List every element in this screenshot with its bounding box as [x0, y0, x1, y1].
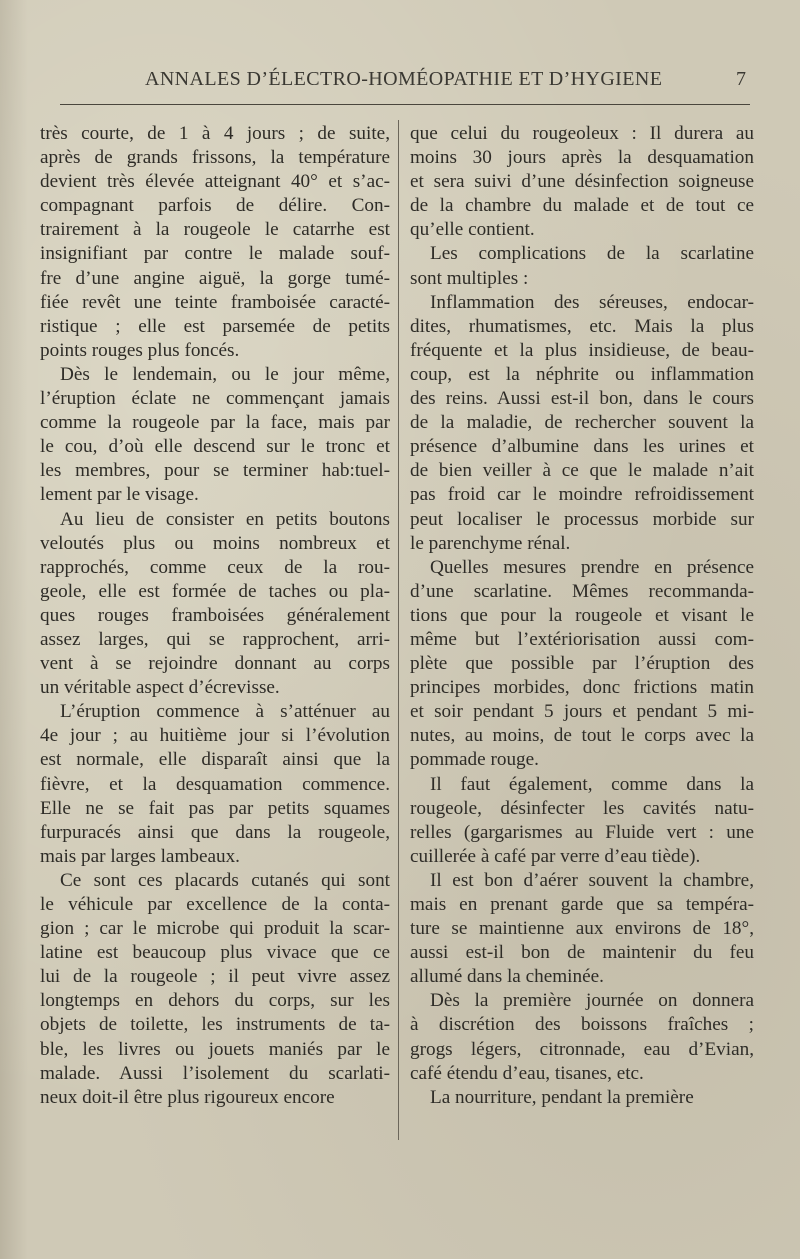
text-line: plète que possible par l’éruption des: [410, 653, 754, 675]
text-line: objets de toilette, les instruments de ta-: [40, 1014, 390, 1036]
text-line: le parenchyme rénal.: [410, 532, 571, 554]
text-line: présence d’albumine dans les urines et: [410, 436, 754, 458]
text-line: fièvre, et la desquamation commence.: [40, 773, 390, 795]
text-line: pas froid car le moindre refroidissement: [410, 484, 754, 506]
text-line: mais par larges lambeaux.: [40, 845, 240, 867]
text-line: principes morbides, donc frictions matin: [410, 677, 754, 699]
text-line: Dès la première journée on donnera: [430, 990, 754, 1012]
text-line: geole, elle est formée de taches ou pla-: [40, 580, 390, 602]
text-line: rougeole, désinfecter les cavités natu-: [410, 797, 754, 819]
text-line: Dès le lendemain, ou le jour même,: [60, 363, 390, 385]
text-line: de la maladie, de rechercher souvent la: [410, 412, 754, 434]
text-line: La nourriture, pendant la première: [430, 1086, 694, 1108]
text-line: gion ; car le microbe qui produit la scar-: [40, 918, 390, 940]
text-line: ble, les livres ou jouets maniés par le: [40, 1038, 390, 1060]
text-line: malade. Aussi l’isolement du scarlati-: [40, 1062, 390, 1084]
text-line: peut localiser le processus morbide sur: [410, 508, 754, 530]
text-line: fréquente et la plus insidieuse, de beau-: [410, 339, 754, 361]
text-line: assez larges, qui se rapprochent, arri-: [40, 628, 390, 650]
text-line: comme la rougeole par la face, mais par: [40, 412, 390, 434]
text-line: longtemps en dehors du corps, sur les: [40, 990, 390, 1012]
text-line: même but l’extériorisation aussi com-: [410, 628, 754, 650]
column-divider: [398, 120, 399, 1140]
text-line: les membres, pour se terminer hab:tuel-: [40, 460, 390, 482]
text-line: relles (gargarismes au Fluide vert : une: [410, 821, 754, 843]
text-line: et soir pendant 5 jours et pendant 5 mi-: [410, 701, 754, 723]
text-line: ques rouges framboisées généralement: [40, 604, 390, 626]
text-line: de la chambre du malade et de tout ce: [410, 195, 754, 217]
text-line: rapprochés, comme ceux de la rou-: [40, 556, 390, 578]
text-line: compagnant parfois de délire. Con-: [40, 195, 390, 217]
text-line: sont multiples :: [410, 267, 529, 289]
text-line: Il faut également, comme dans la: [430, 773, 754, 795]
text-line: cuillerée à café par verre d’eau tiède).: [410, 845, 701, 867]
text-line: des reins. Aussi est-il bon, dans le cours: [410, 388, 754, 410]
left-column: [40, 122, 390, 1110]
text-line: coup, est la néphrite ou inflammation: [410, 363, 754, 385]
text-line: que celui du rougeoleux : Il durera au: [410, 123, 754, 144]
text-line: Il est bon d’aérer souvent la chambre,: [430, 869, 754, 891]
text-line: furpuracés ainsi que dans la rougeole,: [40, 821, 390, 843]
text-line: et sera suivi d’une désinfection soigneuse: [410, 171, 754, 193]
text-line: ture se maintienne aux environs de 18°,: [410, 918, 754, 940]
text-line: dites, rhumatismes, etc. Mais la plus: [410, 315, 754, 337]
text-line: l’éruption éclate ne commençant jamais: [40, 388, 390, 410]
text-line: mais en prenant garde que sa tempéra-: [410, 894, 754, 915]
text-line: L’éruption commence à s’atténuer au: [60, 701, 390, 723]
text-line: qu’elle contient.: [410, 219, 535, 241]
text-line: trairement à la rougeole le catarrhe est: [40, 219, 390, 241]
text-line: Au lieu de consister en petits boutons: [60, 508, 390, 530]
text-line: devient très élevée atteignant 40° et s’ac-: [40, 171, 390, 193]
text-line: nutes, au moins, de tout le corps avec la: [410, 725, 754, 747]
text-line: Quelles mesures prendre en présence: [430, 556, 754, 578]
text-line: Ce sont ces placards cutanés qui sont: [60, 869, 390, 891]
text-line: allumé dans la cheminée.: [410, 966, 604, 988]
text-line: le véhicule par excellence de la conta-: [40, 894, 390, 915]
right-column: [410, 122, 754, 1110]
text-line: Elle ne se fait pas par petits squames: [40, 797, 390, 819]
text-line: un véritable aspect d’écrevisse.: [40, 677, 280, 699]
text-line: grogs légers, citronnade, eau d’Evian,: [410, 1038, 754, 1060]
text-line: fre d’une angine aiguë, la gorge tumé-: [40, 267, 390, 289]
text-line: veloutés plus ou moins nombreux et: [40, 532, 390, 554]
text-line: aussi est-il bon de maintenir du feu: [410, 942, 754, 964]
page-header: [0, 0, 800, 100]
text-line: de bien veiller à ce que le malade n’ait: [410, 460, 754, 482]
text-line: Inflammation des séreuses, endocar-: [430, 291, 754, 313]
text-line: fiée revêt une teinte framboisée caracté-: [40, 291, 390, 313]
text-line: très courte, de 1 à 4 jours ; de suite,: [40, 123, 390, 144]
text-line: neux doit-il être plus rigoureux encore: [40, 1086, 335, 1108]
text-line: latine est beaucoup plus vivace que ce: [40, 942, 390, 964]
text-line: Les complications de la scarlatine: [430, 243, 754, 265]
running-title: ANNALES D’ÉLECTRO-HOMÉOPATHIE ET D’HYGIENE: [145, 68, 663, 90]
text-line: points rouges plus foncés.: [40, 339, 240, 361]
text-line: après de grands frissons, la température: [40, 147, 390, 169]
text-line: vent à se rejoindre donnant au corps: [40, 653, 390, 675]
text-line: insignifiant par contre le malade souf-: [40, 243, 390, 265]
text-line: est normale, elle disparaît ainsi que la: [40, 749, 390, 771]
text-line: pommade rouge.: [410, 749, 539, 771]
text-line: café étendu d’eau, tisanes, etc.: [410, 1062, 644, 1084]
page-number: 7: [736, 68, 746, 90]
text-line: tions que pour la rougeole et visant le: [410, 604, 754, 626]
header-rule: [60, 104, 750, 105]
text-line: ristique ; elle est parsemée de petits: [40, 315, 390, 337]
text-line: d’une scarlatine. Mêmes recommanda-: [410, 580, 754, 602]
text-line: le cou, d’où elle descend sur le tronc et: [40, 436, 390, 458]
text-line: moins 30 jours après la desquamation: [410, 147, 754, 169]
text-line: 4e jour ; au huitième jour si l’évolution: [40, 725, 390, 747]
text-line: lui de la rougeole ; il peut vivre assez: [40, 966, 390, 988]
text-line: à discrétion des boissons fraîches ;: [410, 1014, 754, 1036]
text-line: lement par le visage.: [40, 484, 199, 506]
